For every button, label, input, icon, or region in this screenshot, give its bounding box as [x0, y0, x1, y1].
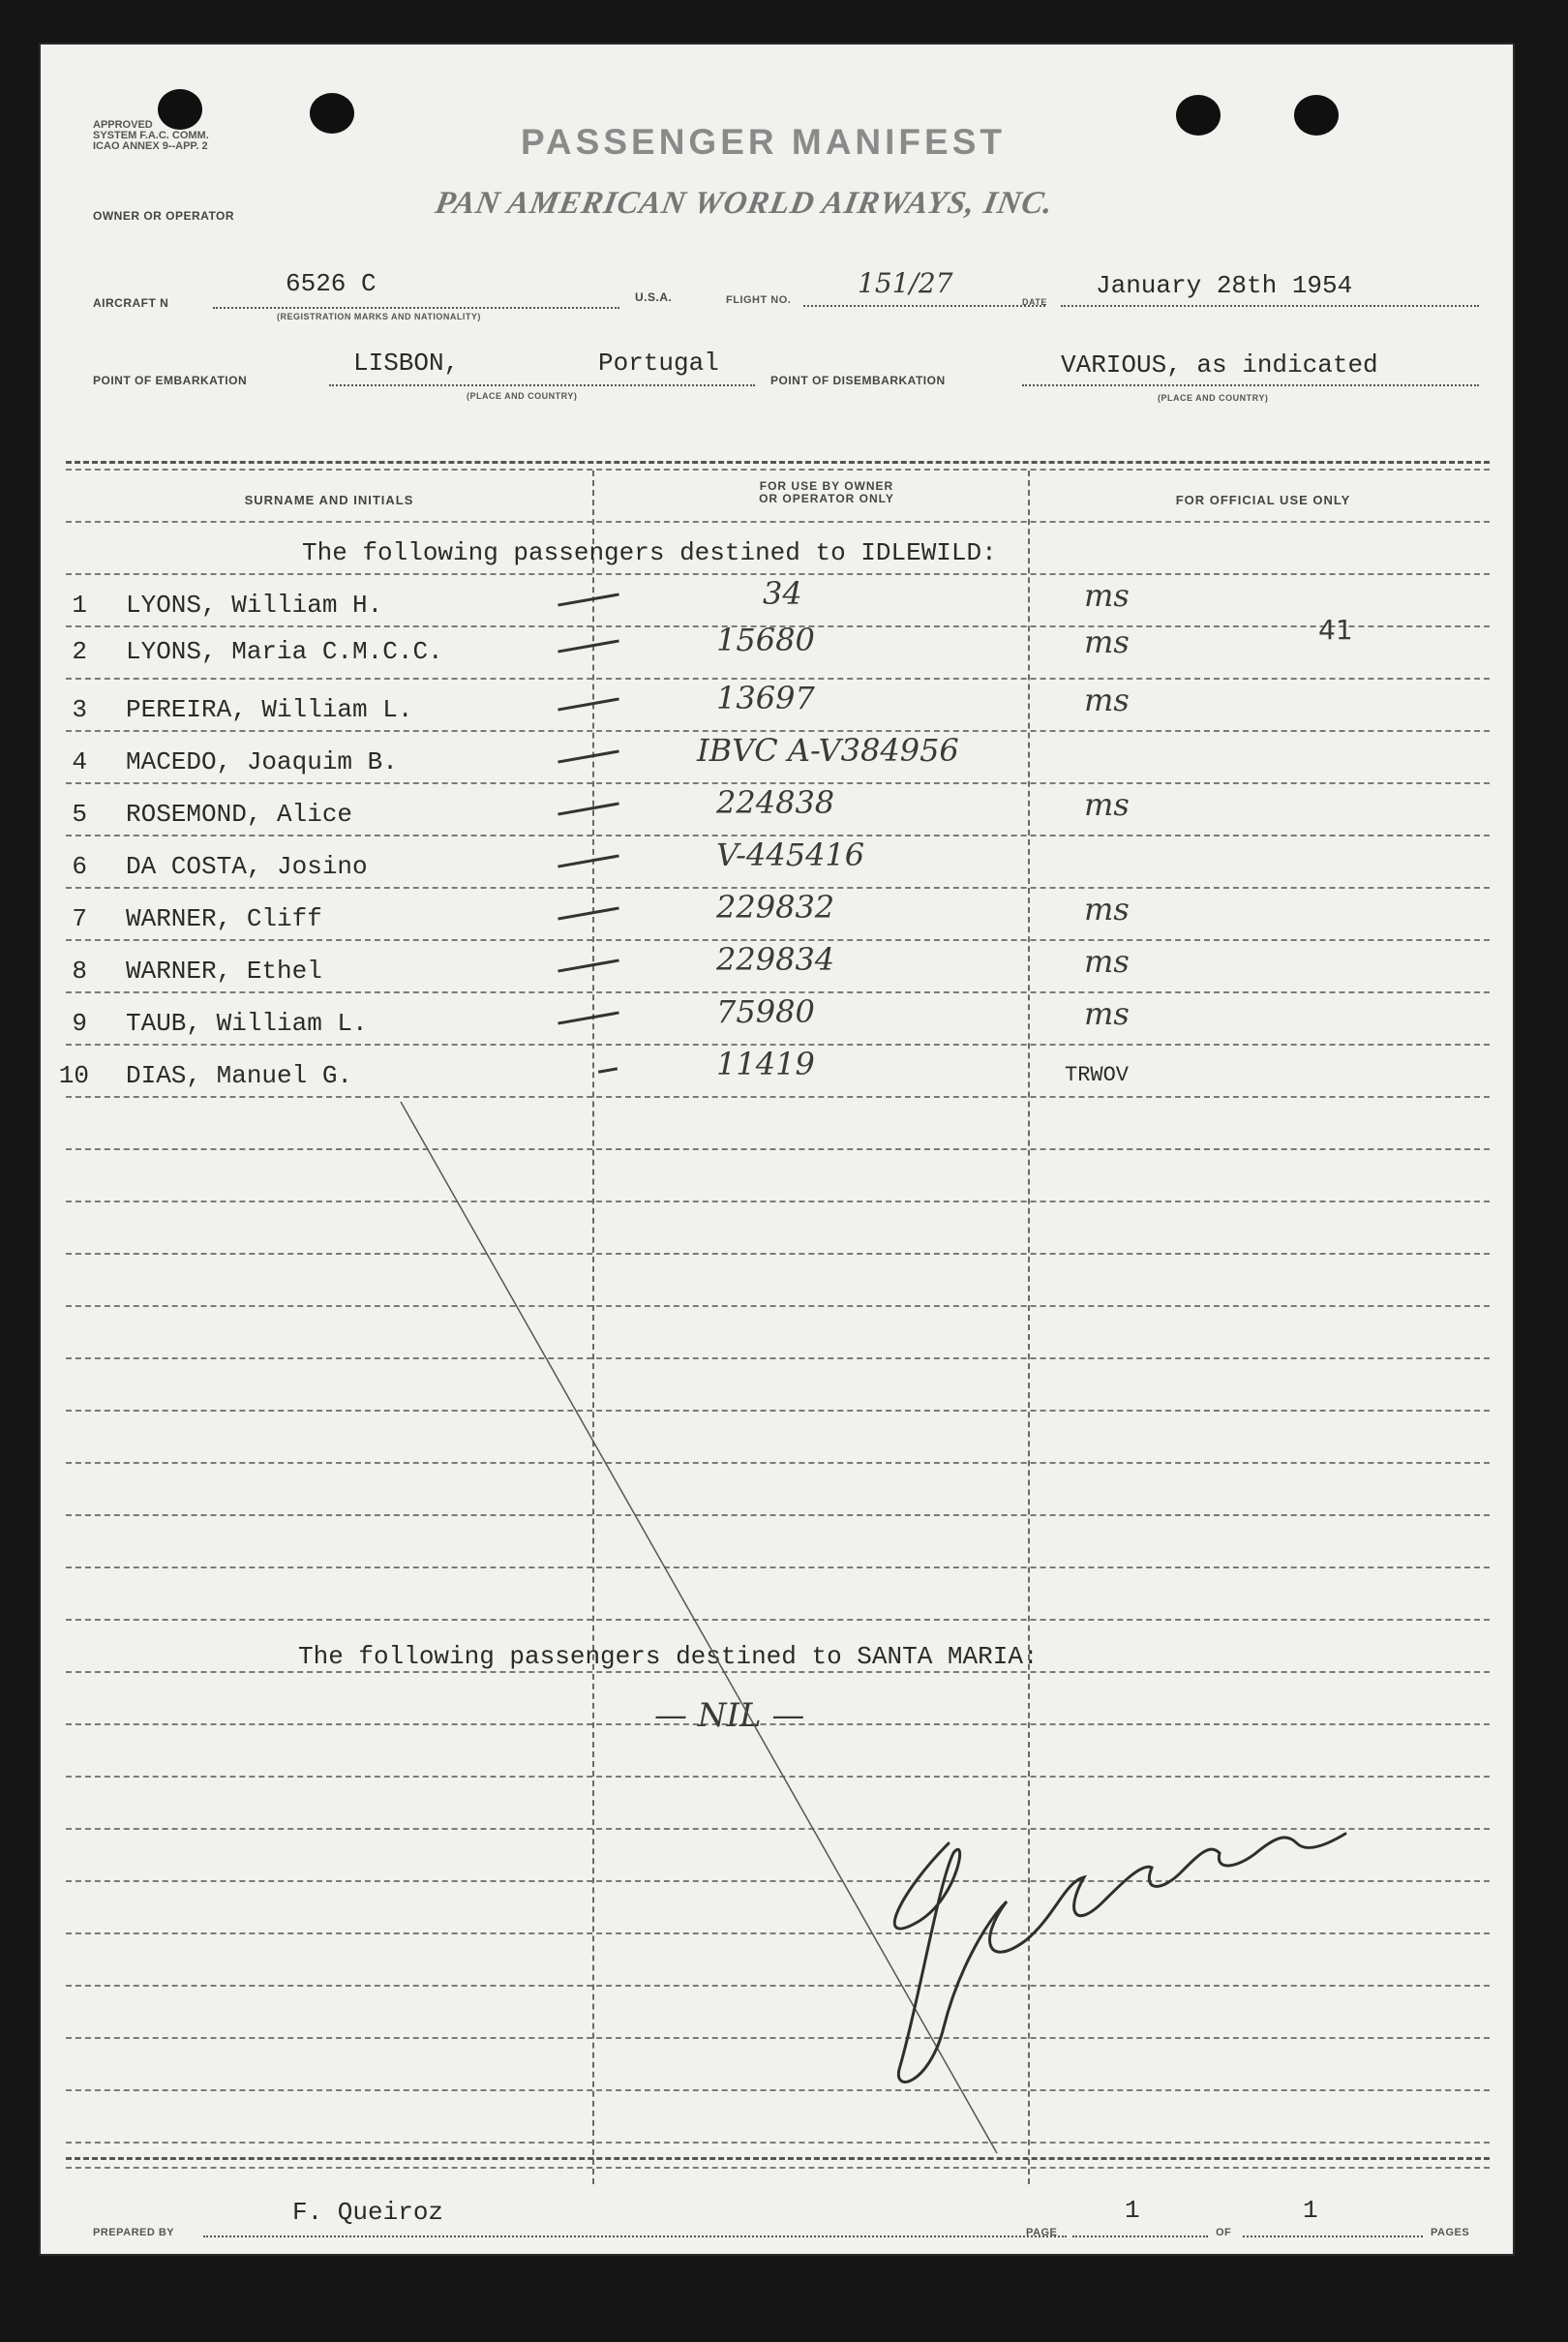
owner-note: 11419	[716, 1046, 815, 1082]
prepared-value: F. Queiroz	[292, 2198, 444, 2227]
owner-note: 229834	[716, 941, 835, 978]
owner-note: 34	[763, 575, 802, 612]
owner-note: 224838	[716, 784, 835, 821]
owner-note: 75980	[716, 993, 815, 1030]
approval-line: APPROVED	[93, 119, 153, 131]
column-header-surname: SURNAME AND INITIALS	[244, 493, 414, 507]
section-heading-santa-maria: The following passengers destined to SANTA MARIA:	[298, 1642, 1039, 1671]
owner-note: 229832	[716, 889, 835, 926]
official-mark: ms	[1084, 577, 1130, 614]
row-number: 1	[72, 591, 87, 620]
approval-line: SYSTEM F.A.C. COMM.	[93, 130, 209, 141]
passenger-name: TAUB, William L.	[126, 1009, 368, 1038]
signature-mark	[861, 1776, 1403, 2105]
row-number: 6	[72, 852, 87, 881]
passenger-name: DA COSTA, Josino	[126, 852, 368, 881]
official-mark: ms	[1084, 995, 1130, 1032]
date-label: DATE	[1022, 297, 1047, 307]
row-number: 3	[72, 695, 87, 724]
official-mark: ms	[1084, 891, 1130, 928]
approval-line: ICAO ANNEX 9--APP. 2	[93, 140, 208, 152]
passenger-name: WARNER, Ethel	[126, 957, 322, 986]
aircraft-value: 6526 C	[286, 269, 377, 298]
owner-note: 15680	[716, 622, 815, 658]
disembarkation-label: POINT OF DISEMBARKATION	[770, 374, 946, 387]
nil-entry: — NIL —	[654, 1696, 805, 1735]
section-heading-idlewild: The following passengers destined to IDLEWILD:	[302, 538, 997, 567]
row-number: 10	[58, 1061, 89, 1090]
aircraft-label: AIRCRAFT N	[93, 296, 169, 310]
official-side-number: 41	[1318, 614, 1353, 646]
passenger-name: LYONS, William H.	[126, 591, 383, 620]
prepared-underline	[203, 2236, 1067, 2237]
owner-note: 13697	[716, 680, 815, 716]
disembarkation-value: VARIOUS, as indicated	[1061, 350, 1378, 380]
embarkation-country: Portugal	[598, 349, 719, 378]
usa-label: U.S.A.	[635, 290, 673, 304]
owner-value: PAN AMERICAN WORLD AIRWAYS, INC.	[432, 186, 1057, 221]
row-number: 9	[72, 1009, 87, 1038]
owner-note: IBVC A-V384956	[697, 732, 959, 769]
of-underline	[1243, 2236, 1423, 2237]
place-caption: (PLACE AND COUNTRY)	[1158, 393, 1269, 403]
passenger-name: PEREIRA, William L.	[126, 695, 413, 724]
of-value: 1	[1303, 2196, 1318, 2225]
passenger-name: WARNER, Cliff	[126, 904, 322, 933]
page-value: 1	[1125, 2196, 1140, 2225]
date-value: January 28th 1954	[1096, 271, 1353, 300]
flight-value: 151/27	[858, 267, 953, 299]
official-mark: TRWOV	[1065, 1063, 1130, 1087]
owner-note: V-445416	[716, 836, 865, 873]
pages-label: PAGES	[1431, 2227, 1470, 2238]
signature-text	[939, 1979, 946, 1980]
of-label: OF	[1216, 2227, 1232, 2238]
embarkation-city: LISBON,	[353, 349, 460, 378]
row-number: 4	[72, 747, 87, 776]
passenger-name: LYONS, Maria C.M.C.C.	[126, 637, 443, 666]
page-label: PAGE	[1026, 2227, 1058, 2238]
manifest-sheet	[39, 43, 1515, 2256]
table-bottom-rule	[66, 2157, 1490, 2160]
column-header-line: FOR USE BY OWNER	[759, 479, 894, 493]
form-title: PASSENGER MANIFEST	[521, 122, 1006, 162]
registration-caption: (REGISTRATION MARKS AND NATIONALITY)	[277, 312, 481, 321]
official-mark: ms	[1084, 682, 1130, 718]
column-header-official: FOR OFFICIAL USE ONLY	[1175, 493, 1351, 507]
passenger-name: MACEDO, Joaquim B.	[126, 747, 398, 776]
embarkation-label: POINT OF EMBARKATION	[93, 374, 248, 387]
row-number: 7	[72, 904, 87, 933]
official-mark: ms	[1084, 943, 1130, 980]
page-underline	[1072, 2236, 1208, 2237]
row-number: 5	[72, 800, 87, 829]
official-mark: ms	[1084, 624, 1130, 660]
column-header-line: OR OPERATOR ONLY	[759, 492, 894, 505]
row-number: 2	[72, 637, 87, 666]
passenger-name: DIAS, Manuel G.	[126, 1061, 353, 1090]
owner-label: OWNER OR OPERATOR	[93, 209, 235, 223]
official-mark: ms	[1084, 786, 1130, 823]
prepared-label: PREPARED BY	[93, 2227, 175, 2238]
flight-label: FLIGHT NO.	[726, 294, 792, 306]
table-bottom-rule	[66, 2167, 1490, 2169]
passenger-name: ROSEMOND, Alice	[126, 800, 353, 829]
place-caption: (PLACE AND COUNTRY)	[467, 391, 578, 401]
row-number: 8	[72, 957, 87, 986]
